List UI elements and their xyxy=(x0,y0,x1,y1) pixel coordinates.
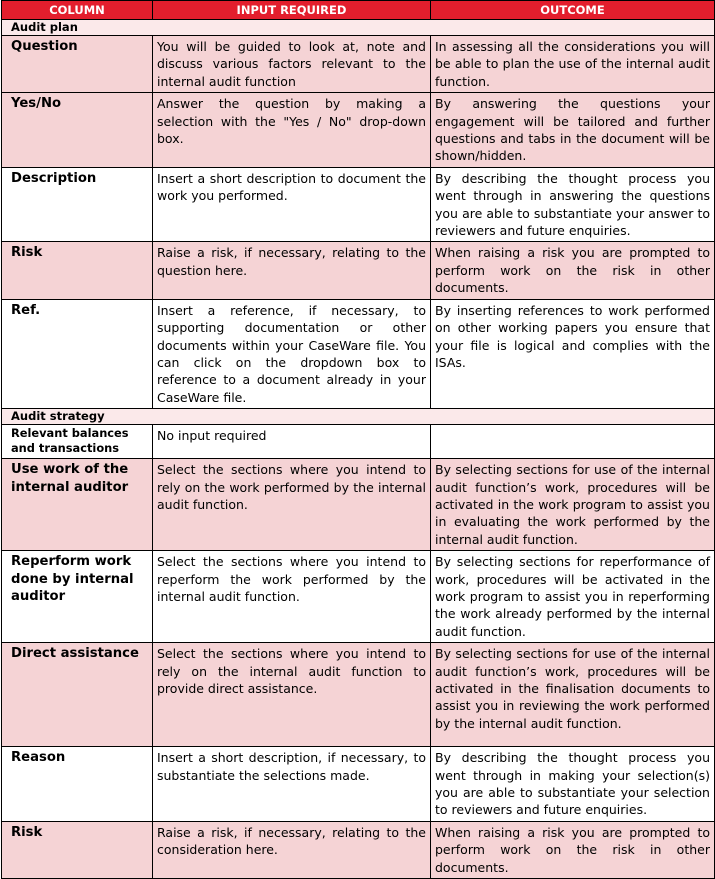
input-required-cell: Raise a risk, if necessary, relating to the consideration here. xyxy=(153,821,431,878)
table-row xyxy=(2,747,715,822)
column-name: Description xyxy=(2,167,153,242)
section-row xyxy=(2,409,715,425)
input-required-cell: Insert a reference, if necessary, to supporting documentation or other documents within your CaseWare file. You can click on the dropdown box to reference to a document already in your CaseWare file. xyxy=(153,299,431,408)
outcome-cell: By inserting references to work performed on other working papers you ensure that your file is logical and complies with the ISAs. xyxy=(431,299,715,408)
header-input-required: INPUT REQUIRED xyxy=(153,1,431,20)
input-required-cell: You will be guided to look at, note and discuss various factors relevant to the internal audit function xyxy=(153,36,431,93)
column-name: Risk xyxy=(2,242,153,299)
input-required-cell: Select the sections where you intend to rely on the work performed by the internal audit function. xyxy=(153,459,431,551)
table-row xyxy=(2,821,715,878)
outcome-cell: When raising a risk you are prompted to perform work on the risk in other documents. xyxy=(431,242,715,299)
column-name: Relevant balances and transactions xyxy=(2,425,153,459)
header-column: COLUMN xyxy=(2,1,153,20)
input-required-cell: No input required xyxy=(153,425,431,459)
outcome-cell xyxy=(431,425,715,459)
table-row xyxy=(2,551,715,643)
column-name: Yes/No xyxy=(2,93,153,168)
table-row xyxy=(2,459,715,551)
input-required-cell: Insert a short description, if necessary, to substantiate the selections made. xyxy=(153,747,431,822)
column-name: Question xyxy=(2,36,153,93)
column-name: Ref. xyxy=(2,299,153,408)
table-row xyxy=(2,299,715,408)
outcome-cell: When raising a risk you are prompted to perform work on the risk in other documents. xyxy=(431,821,715,878)
outcome-cell: By selecting sections for reperformance of work, procedures will be activated in the work program to assist you in reperforming the work already performed by the internal audit function. xyxy=(431,551,715,643)
input-required-cell: Answer the question by making a selection with the "Yes / No" drop-down box. xyxy=(153,93,431,168)
column-name: Reperform work done by internal auditor xyxy=(2,551,153,643)
input-required-cell: Select the sections where you intend to reperform the work performed by the internal audit function. xyxy=(153,551,431,643)
header-outcome: OUTCOME xyxy=(431,1,715,20)
column-name: Reason xyxy=(2,747,153,822)
input-required-cell: Select the sections where you intend to rely on the internal audit function to provide direct assistance. xyxy=(153,643,431,747)
header-row xyxy=(2,1,715,20)
outcome-cell: In assessing all the considerations you will be able to plan the use of the internal audit function. xyxy=(431,36,715,93)
section-title: Audit strategy xyxy=(2,409,715,425)
table-row xyxy=(2,242,715,299)
outcome-cell: By selecting sections for use of the internal audit function’s work, procedures will be activated in the work program to assist you in evaluating the work performed by the internal audit function. xyxy=(431,459,715,551)
column-name: Risk xyxy=(2,821,153,878)
guidance-table xyxy=(1,0,715,879)
outcome-cell: By answering the questions your engagement will be tailored and further questions and tabs in the document will be shown/hidden. xyxy=(431,93,715,168)
table-row xyxy=(2,167,715,242)
input-required-cell: Insert a short description to document the work you performed. xyxy=(153,167,431,242)
table-row xyxy=(2,425,715,459)
table-row xyxy=(2,93,715,168)
outcome-cell: By selecting sections for use of the internal audit function’s work, procedures will be activated in the finalisation documents to assist you in reviewing the work performed by the internal audit function. xyxy=(431,643,715,747)
section-title: Audit plan xyxy=(2,20,715,36)
outcome-cell: By describing the thought process you went through in answering the questions you are able to substantiate your answer to reviewers and future enquiries. xyxy=(431,167,715,242)
input-required-cell: Raise a risk, if necessary, relating to the question here. xyxy=(153,242,431,299)
outcome-cell: By describing the thought process you went through in making your selection(s) you are able to substantiate your selection to reviewers and future enquiries. xyxy=(431,747,715,822)
column-name: Use work of the internal auditor xyxy=(2,459,153,551)
table-row xyxy=(2,36,715,93)
section-row xyxy=(2,20,715,36)
column-name: Direct assistance xyxy=(2,643,153,747)
table-row xyxy=(2,643,715,747)
